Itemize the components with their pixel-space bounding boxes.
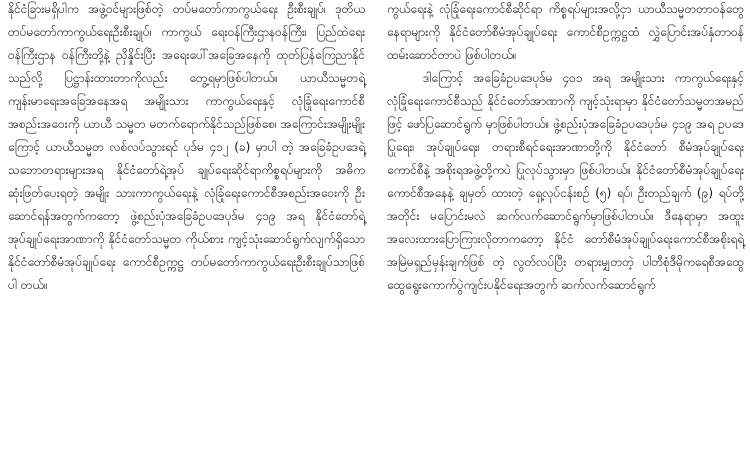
right-paragraph-2: ဒါကြောင့် အခြေခံဥပဒေပုဒ်မ ၄၀၁ အရ အမျိုးသား ကာကွယ်ရေးနှင့် လုံခြုံရေးကောင်စီသည် နိုင်ငံတော်အာဏာကို ကျင့်သုံးရာမှာ နိုင်ငံတော်သမ္မတအမည်ဖြင့် ဖော်ပြဆောင်ရွက် မှာဖြစ်ပါတယ်။ ဖွဲ့စည်းပုံအခြေခံဥပဒေပုဒ်မ ၄၁၉ အရ ဥပဒေ ပြုရေး၊ အုပ်ချုပ်ရေး၊ တရားစီရင်ရေးအာဏာတို့ကို နိုင်ငံတော် စီမံအုပ်ချုပ်ရေးကောင်စီနဲ့ အစိုးရအဖွဲ့တို့ကပဲ ပြုလုပ်သွားမှာ ဖြစ်ပါတယ်။ နိုင်ငံတော်စီမံအုပ်ချုပ်ရေးကောင်စီအနေနဲ့ ချမှတ် ထားတဲ့ ရှေ့လုပ်ငန်းစဉ် (၅) ရပ်၊ ဦးတည်ချက် (၉) ရပ်တို့ အတိုင်း မပြောင်းမလဲ ဆက်လက်ဆောင်ရွက်မှာဖြစ်ပါတယ်။ ဒီနေရာမှာ အထူးအလေးထားပြောကြားလိုတာကတော့ နိုင်ငံ တော်စီမံအုပ်ချုပ်ရေးကောင်စီအစိုးရရဲ့ အမြဲမရှည်မှန်းချက်ဖြစ် တဲ့ လွတ်လပ်ပြီး တရားမျှတတဲ့ ပါတီစုံဒီမိုကရေစီအထွေ ထွေရွေးကောက်ပွဲကျင်းပနိုင်ရေးအတွက် ဆက်လက်ဆောင်ရွက် (387, 71, 744, 292)
left-column (8, 0, 365, 460)
right-column (387, 0, 744, 460)
left-paragraph-1: နိုင်ငံခြားမရှိပါက အဖွဲ့ဝင်များဖြစ်တဲ့ တပ်မတော်ကာကွယ်ရေး ဦးစီးချုပ်၊ ဒုတိယတပ်မတော်ကာကွယ်ရေးဦးစီးချုပ်၊ ကာကွယ် ရေးဝန်ကြီးဌာနဝန်ကြီး၊ ပြည်ထဲရေးဝန်ကြီးဌာန ဝန်ကြီးတို့နဲ့ ညှိနှိုင်းပြီး အရေးပေါ်အခြေအနေကို ထုတ်ပြန်ကြေညာနိုင် သည်လို့ ပြဋ္ဌာန်းထားတာကိုလည်း တွေ့ရမှာဖြစ်ပါတယ်။ ယာယီသမ္မတရဲ့ ကျန်းမာရေးအခြေအနေအရ အမျိုးသား ကာကွယ်ရေးနှင့် လုံခြုံရေးကောင်စီအစည်းအဝေးကို ယာယီ သမ္မတ မတက်ရောက်နိုင်သည်ဖြစ်စေ၊ အကြောင်းအမျိုးမျိုး ကြောင့် ယာယီသမ္မတ လစ်လပ်သွားရင် ပုဒ်မ ၄၁၂ (ခ) မှာပါ တဲ့ အခြေခံဥပဒေရဲ့ သဘောတရားများအရ နိုင်ငံတော်ရဲ့အုပ် ချုပ်ရေးဆိုင်ရာကိစ္စရပ်များကို အဓိကဆုံးဖြတ်ပေးရတဲ့ အမျိုး သားကာကွယ်ရေးနဲ့ လုံခြုံရေးကောင်စီအစည်းအဝေးကို ဦး ဆောင်ရန်အတွက်ကတော့ ဖွဲ့စည်းပုံအခြေခံဥပဒေပုဒ်မ ၄၁၉ အရ နိုင်ငံတော်ရဲ့အုပ်ချုပ်ရေးအာဏာကို နိုင်ငံတော်သမ္မတ ကိုယ်စား ကျင့်သုံးဆောင်ရွက်လျက်ရှိသော နိုင်ငံတော်စီမံအုပ်ချုပ်ရေး ကောင်စီဥက္ကဋ္ဌ တပ်မတော်ကာကွယ်ရေးဦးစီးချုပ်သာဖြစ်ပါ တယ်။ (8, 2, 365, 292)
right-paragraph-1: ကွယ်ရေးနဲ့ လုံခြုံရေးကောင်စီဆိုင်ရာ ကိစ္စရပ်များအလို့ငှာ ယာယီသမ္မတတာဝန်တွေနေရာများကို နိုင်ငံတော်စီမံအုပ်ချုပ်ရေး ကောင်စီဥက္ကဋ္ဌထံ လွှဲပြောင်းအပ်နှံတာဝန်ထမ်းဆောင်တာပဲ ဖြစ်ပါတယ်။ (387, 2, 744, 62)
